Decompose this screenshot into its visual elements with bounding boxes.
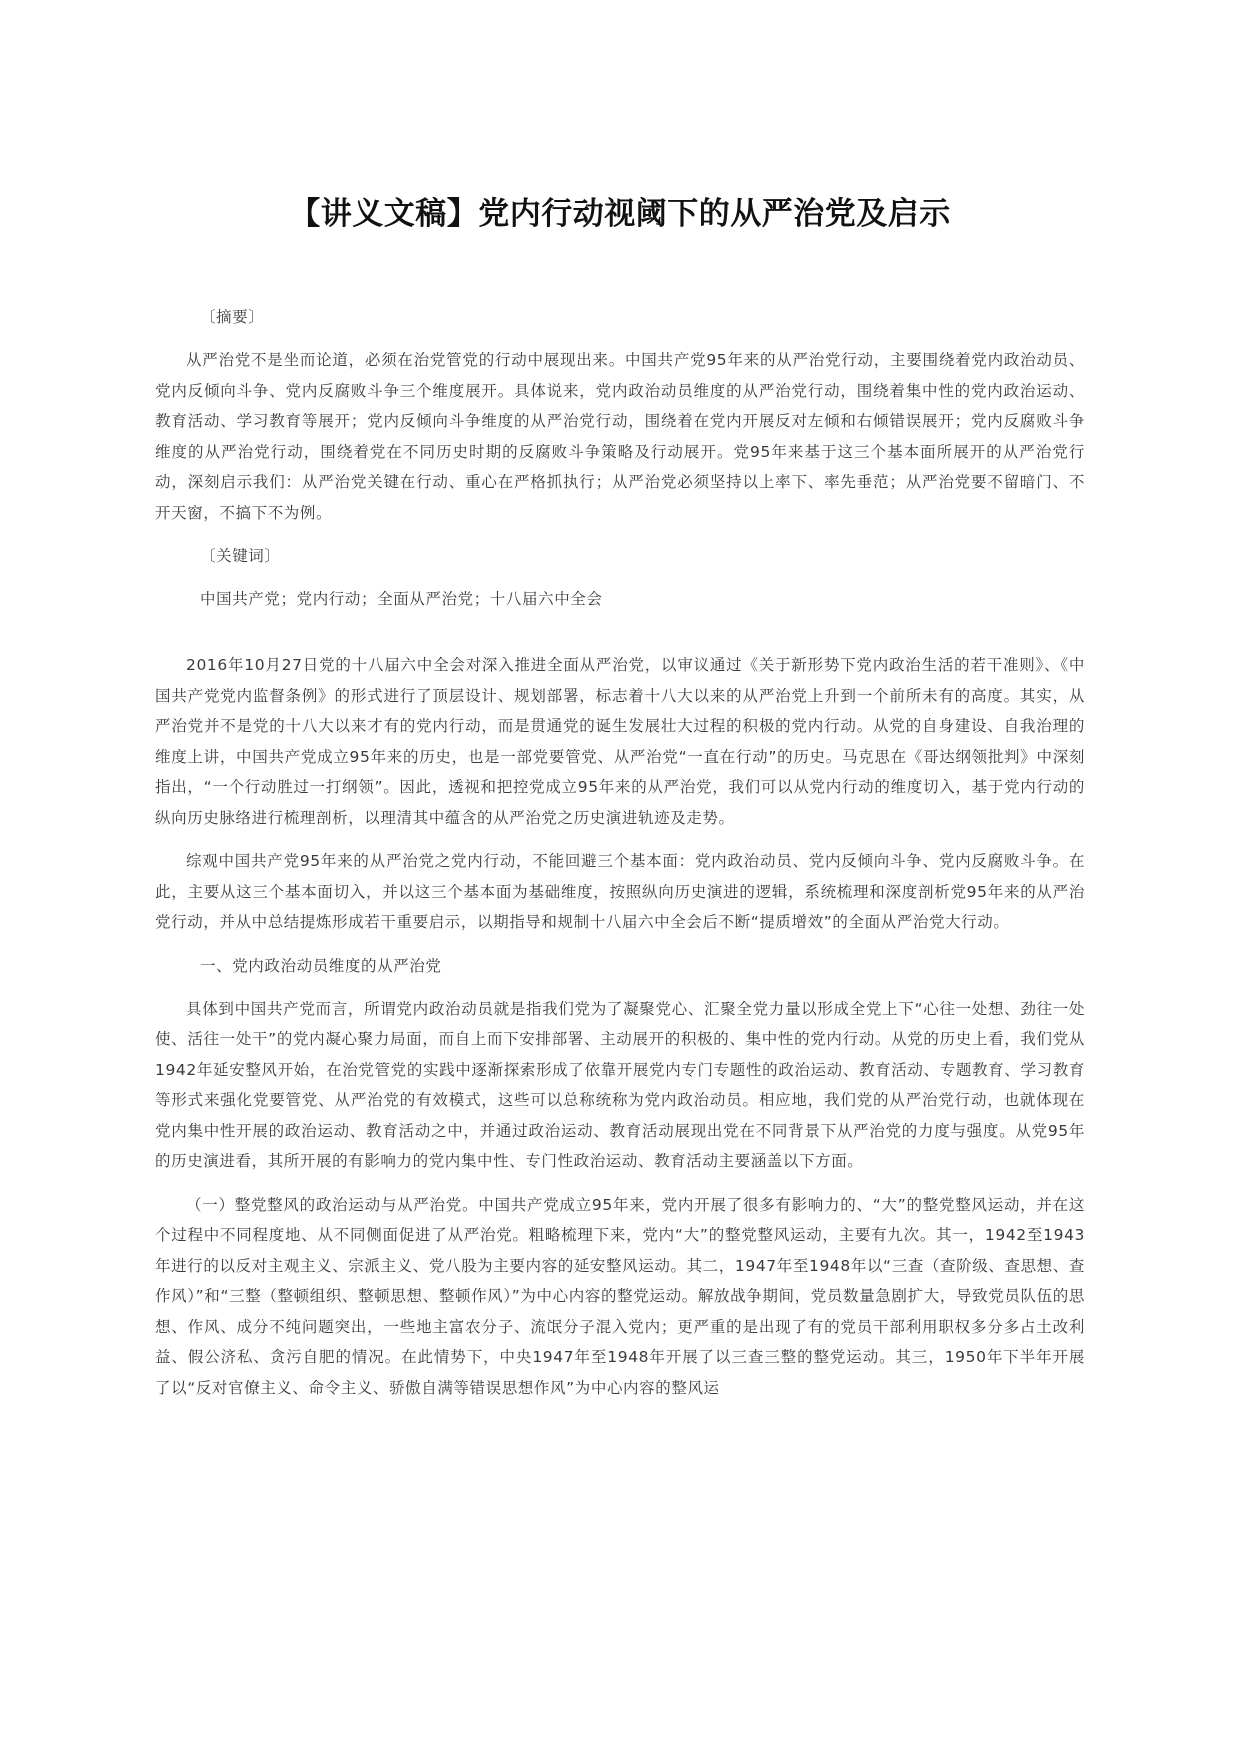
intro-paragraph-2: 综观中国共产党95年来的从严治党之党内行动，不能回避三个基本面：党内政治动员、党内反倾向斗争、党内反腐败斗争。在此，主要从这三个基本面切入，并以这三个基本面为基础维度，按照纵向历史演进的逻辑，系统梳理和深度剖析党95年来的从严治党行动，并从中总结提炼形成若干重要启示，以期指导和规制十八届六中全会后不断“提质增效”的全面从严治党大行动。: [155, 852, 1085, 931]
section-1-paragraph-2: （一）整党整风的政治运动与从严治党。中国共产党成立95年来，党内开展了很多有影响力的、“大”的整党整风运动，并在这个过程中不同程度地、从不同侧面促进了从严治党。粗略梳理下来，党内“大”的整党整风运动，主要有九次。其一，1942至1943年进行的以反对主观主义、宗派主义、党八股为主要内容的延安整风运动。其二，1947年至1948年以“三查（查阶级、查思想、查作风）”和“三整（整顿组织、整顿思想、整顿作风）”为中心内容的整党运动。解放战争期间，党员数量急剧扩大，导致党员队伍的思想、作风、成分不纯问题突出，一些地主富农分子、流氓分子混入党内；更严重的是出现了有的党员干部利用职权多分多占土改利益、假公济私、贪污自肥的情况。在此情势下，中央1947年至1948年开展了以三查三整的整党运动。其三，1950年下半年开展了以“反对官僚主义、命令主义、骄傲自满等错误思想作风”为中心内容的整风运: [155, 1195, 1085, 1397]
intro-paragraph-1: 2016年10月27日党的十八届六中全会对深入推进全面从严治党，以审议通过《关于新形势下党内政治生活的若干准则》、《中国共产党党内监督条例》的形式进行了顶层设计、规划部署，标志着十八大以来的从严治党上升到一个前所未有的高度。其实，从严治党并不是党的十八大以来才有的党内行动，而是贯通党的诞生发展壮大过程的积极的党内行动。从党的自身建设、自我治理的维度上讲，中国共产党成立95年来的历史，也是一部党要管党、从严治党“一直在行动”的历史。马克思在《哥达纲领批判》中深刻指出，“一个行动胜过一打纲领”。因此，透视和把控党成立95年来的从严治党，我们可以从党内行动的维度切入，基于党内行动的纵向历史脉络进行梳理剖析，以理清其中蕴含的从严治党之历史演进轨迹及走势。: [155, 656, 1085, 827]
section-1-paragraph-1: 具体到中国共产党而言，所谓党内政治动员就是指我们党为了凝聚党心、汇聚全党力量以形成全党上下“心往一处想、劲往一处使、活往一处干”的党内凝心聚力局面，而自上而下安排部署、主动展开的积极的、集中性的党内行动。从党的历史上看，我们党从1942年延安整风开始，在治党管党的实践中逐渐探索形成了依靠开展党内专门专题性的政治运动、教育活动、专题教育、学习教育等形式来强化党要管党、从严治党的有效模式，这些可以总称统称为党内政治动员。相应地，我们党的从严治党行动，也就体现在党内集中性开展的政治运动、教育活动之中，并通过政治运动、教育活动展现出党在不同背景下从严治党的力度与强度。从党95年的历史演进看，其所开展的有影响力的党内集中性、专门性政治运动、教育活动主要涵盖以下方面。: [155, 999, 1085, 1170]
document-body: [155, 302, 1085, 1416]
keywords-label: 〔关键词〕: [200, 547, 281, 565]
section-1-heading: 一、党内政治动员维度的从严治党: [200, 956, 442, 975]
abstract-label: 〔摘要〕: [200, 308, 265, 326]
document-title: 【讲义文稿】党内行动视阈下的从严治党及启示: [289, 196, 951, 232]
section-spacer: [155, 627, 1085, 650]
keywords-text: 中国共产党；党内行动；全面从严治党；十八届六中全会: [200, 590, 603, 608]
abstract-paragraph: 从严治党不是坐而论道，必须在治党管党的行动中展现出来。中国共产党95年来的从严治党行动，主要围绕着党内政治动员、党内反倾向斗争、党内反腐败斗争三个维度展开。具体说来，党内政治动员维度的从严治党行动，围绕着集中性的党内政治运动、教育活动、学习教育等展开；党内反倾向斗争维度的从严治党行动，围绕着在党内开展反对左倾和右倾错误展开；党内反腐败斗争维度的从严治党行动，围绕着党在不同历史时期的反腐败斗争策略及行动展开。党95年来基于这三个基本面所展开的从严治党行动，深刻启示我们：从严治党关键在行动、重心在严格抓执行；从严治党必须坚持以上率下、率先垂范；从严治党要不留暗门、不开天窗，不搞下不为例。: [155, 351, 1085, 522]
